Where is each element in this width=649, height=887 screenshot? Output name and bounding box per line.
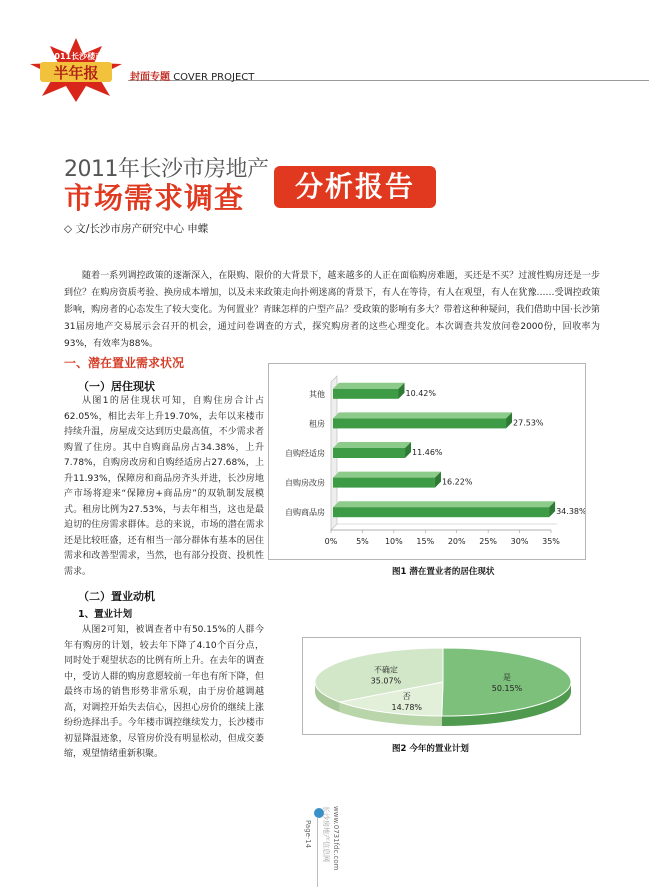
site-name: 长沙房地产信息网: [322, 806, 330, 862]
half-year-report-badge: [28, 38, 124, 102]
category-label: 自购经适房: [285, 449, 325, 458]
bar-top: [333, 412, 512, 418]
section-heading: 一、潜在置业需求状况: [64, 356, 185, 370]
bar-group: [333, 383, 404, 399]
subsection-heading-living: （一）居住现状: [78, 380, 155, 393]
x-tick-label: 10%: [384, 537, 403, 546]
page-number: Page·14: [304, 820, 312, 849]
figure1-frame: [268, 363, 586, 560]
pie-category-label: 不确定: [373, 665, 398, 675]
bar-value-label: 16.22%: [441, 477, 473, 487]
x-tick-label: 20%: [447, 537, 466, 546]
badge-year: 2011长沙楼市: [48, 52, 104, 61]
title-line1: 2011年长沙市房地产: [64, 157, 269, 182]
title-line2: 市场需求调查: [64, 181, 245, 215]
point-heading-plan: 1、置业计划: [78, 609, 133, 620]
bar-group: [333, 501, 555, 517]
figure2-caption: 图2 今年的置业计划: [392, 744, 469, 754]
figure2-frame: [302, 637, 581, 735]
bar: [333, 448, 405, 458]
bar: [333, 478, 435, 488]
section-label: [130, 68, 254, 83]
page-number-value: 14: [304, 839, 312, 849]
x-tick-label: 35%: [542, 537, 560, 546]
badge-title: 半年报: [53, 64, 99, 82]
title-highlight-text: 分析报告: [294, 170, 415, 203]
bar: [333, 389, 398, 399]
bar-value-label: 10.42%: [405, 388, 437, 398]
bar-group: [333, 412, 512, 428]
bar: [333, 418, 506, 428]
bar-top: [333, 383, 404, 389]
section-label-cn: 封面专题: [130, 72, 170, 83]
bar-group: [333, 472, 441, 488]
category-label: 自购房改房: [285, 478, 325, 488]
pie-value-label: 35.07%: [370, 676, 402, 686]
figure1-caption: 图1 潜在置业者的居住现状: [392, 567, 495, 577]
bar-value-label: 11.46%: [412, 448, 443, 457]
x-tick-label: 0%: [324, 537, 338, 546]
x-tick-label: 30%: [510, 537, 529, 546]
footer-rule: [317, 818, 318, 887]
pie-category-label: 否: [402, 691, 411, 701]
purchase-plan-paragraph: 从图2可知，被调查者中有50.15%的人群今年有购房的计划，较去年下降了4.10个百分点，同时处于观望状态的比例有所上升。在去年的调查中，受访人群的购房意愿较前一年也有所下降，但最终市场的销售形势非常乐观，由于房价越调越高，对调控开始失去信心，因担心房价的继续上涨纷纷选择出手。今年楼市调控继续发力，长沙楼市初显降温迹象，尽管房价没有明显松动，但成交萎缩，观望情绪重新积聚。: [64, 625, 264, 759]
page-label: Page: [304, 820, 312, 837]
bar: [333, 507, 549, 517]
figure1-bar-chart: [269, 364, 585, 559]
living-status-paragraph: 从图1的居住现状可知，自购住房合计占62.05%，相比去年上升19.70%，去年以来楼市持续升温，房屋成交达到历史最高值，不少需求者购置了住房。其中自购商品房占34.38%，上升7.78%，自购房改房和自购经适房占27.68%，上升11.93%，保障房和商品房齐头并进，长沙房地产市场将迎来“保障房+商品房”的双轨制发展模式。租房比例为27.53%，与去年相当，这也是最迫切的住房需求群体。总的来说，市场的潜在需求还是比较旺盛，还有相当一部分群体有基本的居住需求和改善型需求，当然，也有部分投资、投机性需求。: [64, 396, 264, 577]
bar-top: [333, 501, 555, 507]
pie-category-label: 是: [502, 673, 511, 683]
x-tick-label: 15%: [416, 537, 435, 546]
x-tick-label: 25%: [479, 537, 498, 546]
site-url: www.0731fdc.com: [332, 806, 340, 871]
category-label: 其他: [309, 389, 325, 399]
category-label: 自购商品房: [285, 508, 325, 518]
figure2-pie-chart: [303, 638, 580, 734]
pie-value-label: 50.15%: [491, 684, 523, 694]
bar-top: [333, 442, 411, 448]
x-tick-label: 5%: [356, 537, 369, 546]
section-label-en: COVER PROJECT: [173, 72, 255, 83]
bar-top: [333, 472, 441, 478]
intro-paragraph: 随着一系列调控政策的逐渐深入，在限购、限价的大背景下，越来越多的人正在面临购房难题，买还是不买？过渡性购房还是一步到位？在购房资质考验、换房成本增加，以及未来政策走向扑朔迷离的背景下，有人在等待，有人在观望，有人在犹豫……受调控政策影响，购房者的心态发生了较大变化。为何置业？青睐怎样的户型产品？受政策的影响有多大？带着这种种疑问，我们借助中国·长沙第31届房地产交易展示会召开的机会，通过问卷调查的方式，探究购房者的这些心理变化。本次调查共发放问卷2000份，回收率为93%，有效率为88%。: [64, 271, 600, 349]
byline: ◇ 文/长沙市房产研究中心 申蝶: [64, 223, 209, 235]
bar-value-label: 34.38%: [556, 507, 585, 517]
bar-value-label: 27.53%: [513, 418, 544, 428]
subsection-heading-motive: （二）置业动机: [78, 590, 155, 603]
title-highlight-box: [274, 166, 436, 208]
category-label: 租房: [309, 419, 325, 429]
bar-group: [333, 442, 411, 458]
pie-value-label: 14.78%: [391, 702, 423, 712]
